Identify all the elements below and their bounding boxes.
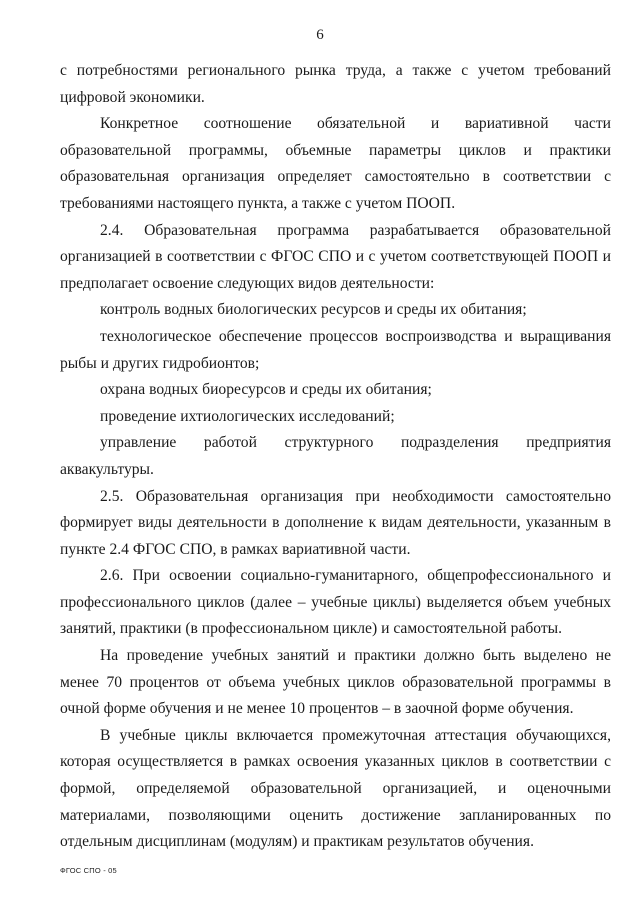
paragraph-2-4: 2.4. Образовательная программа разрабатывается образовательной организацией в соответствии с ФГОС СПО и с учетом соответствующей ПООП и предполагает освоение следующих видов деятельности: <box>60 221 611 292</box>
footer-code: ФГОС СПО - 05 <box>60 866 117 875</box>
activity-item-control: контроль водных биологических ресурсов и среды их обитания; <box>100 301 527 319</box>
paragraph-2-5: 2.5. Образовательная организация при необходимости самостоятельно формирует виды деятельности в дополнение к видам деятельности, указанным в пункте 2.4 ФГОС СПО, в рамках вариативной части. <box>60 487 611 558</box>
paragraph-ratio: Конкретное соотношение обязательной и вариативной части образовательной программы, объемные параметры циклов и практики образовательная организация определяет самостоятельно в соответствии с требованиями настоящего пункта, а также с учетом ПООП. <box>60 115 611 212</box>
activity-item-management: управление работой структурного подразделения предприятия аквакультуры. <box>60 434 611 478</box>
activity-item-technology: технологическое обеспечение процессов воспроизводства и выращивания рыбы и других гидробионтов; <box>60 327 611 372</box>
document-body <box>60 58 611 856</box>
paragraph-percent: На проведение учебных занятий и практики должно быть выделено не менее 70 процентов от объема учебных циклов образовательной программы в очной форме обучения и не менее 10 процентов – в заочной форме обучения. <box>60 647 611 718</box>
activity-item-research: проведение ихтиологических исследований; <box>100 407 395 425</box>
page-number: 6 <box>316 27 324 43</box>
activity-item-protection: охрана водных биоресурсов и среды их обитания; <box>100 381 432 399</box>
paragraph-attestation: В учебные циклы включается промежуточная аттестация обучающихся, которая осуществляется в рамках освоения указанных циклов в соответствии с формой, определяемой образовательной организацией, и оценочными материалами, позволяющими оценить достижение запланированных по отдельным дисциплинам (модулям) и практикам результатов обучения. <box>60 726 611 851</box>
paragraph-2-6: 2.6. При освоении социально-гуманитарного, общепрофессионального и профессионального циклов (далее – учебные циклы) выделяется объем учебных занятий, практики (в профессиональном цикле) и самостоятельной работы. <box>60 567 611 638</box>
paragraph-continuation: с потребностями регионального рынка труда, а также с учетом требований цифровой экономики. <box>60 62 611 106</box>
